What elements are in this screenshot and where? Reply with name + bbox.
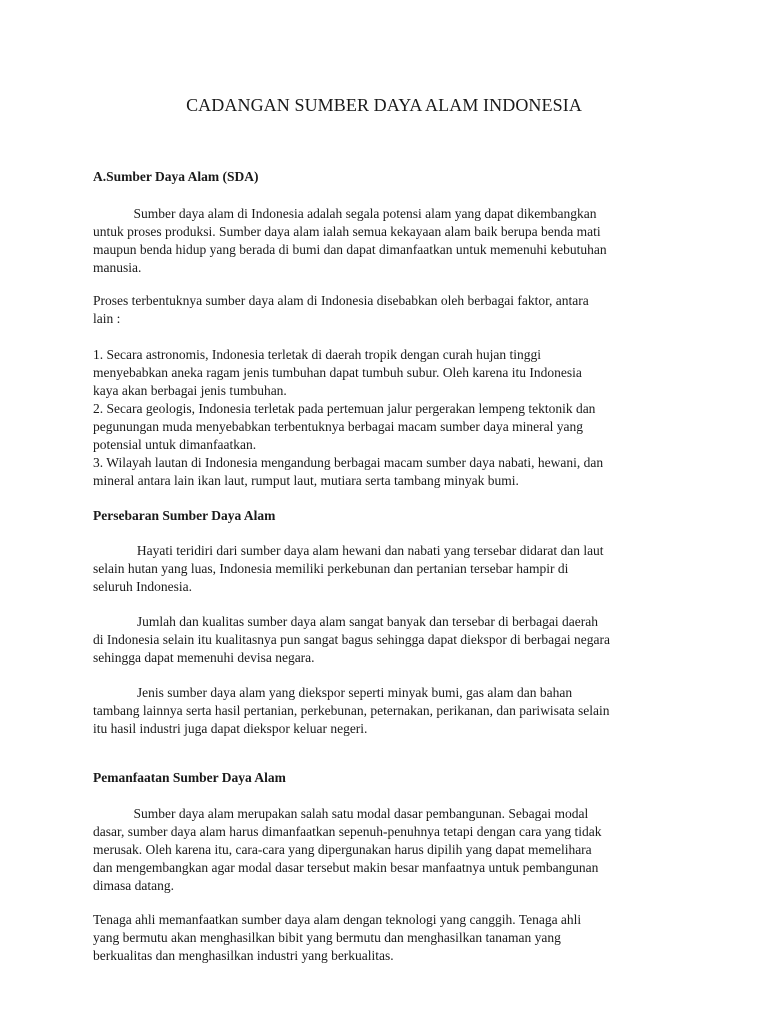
- page-title: CADANGAN SUMBER DAYA ALAM INDONESIA: [186, 95, 582, 115]
- text-line: Sumber daya alam di Indonesia adalah segala potensi alam yang dapat dikembangkan: [93, 206, 597, 221]
- text-line: Jenis sumber daya alam yang diekspor seperti minyak bumi, gas alam dan bahan: [93, 685, 573, 700]
- text-line: berkualitas dan menghasilkan industri yang berkualitas.: [93, 948, 394, 963]
- text-line: Tenaga ahli memanfaatkan sumber daya alam dengan teknologi yang canggih. Tenaga ahli: [93, 912, 582, 927]
- paragraph: [93, 911, 693, 965]
- text-line: mineral antara lain ikan laut, rumput laut, mutiara serta tambang minyak bumi.: [93, 473, 519, 488]
- paragraph: [93, 542, 693, 596]
- text-line: Sumber daya alam merupakan salah satu modal dasar pembangunan. Sebagai modal: [93, 806, 589, 821]
- text-line: di Indonesia selain itu kualitasnya pun sangat bagus sehingga dapat diekspor di berbagai negara: [93, 632, 610, 647]
- section-heading-persebaran: Persebaran Sumber Daya Alam: [93, 508, 276, 523]
- text-line: Proses terbentuknya sumber daya alam di Indonesia disebabkan oleh berbagai faktor, antara: [93, 293, 589, 308]
- text-line: selain hutan yang luas, Indonesia memiliki perkebunan dan pertanian tersebar hampir di: [93, 561, 569, 576]
- text-line: pegunungan muda menyebabkan terbentuknya berbagai macam sumber daya mineral yang: [93, 419, 583, 434]
- text-line: 3. Wilayah lautan di Indonesia mengandung berbagai macam sumber daya nabati, hewani, dan: [93, 455, 604, 470]
- paragraph: [93, 805, 693, 895]
- text-line: Hayati teridiri dari sumber daya alam hewani dan nabati yang tersebar didarat dan laut: [93, 543, 604, 558]
- paragraph: [93, 205, 693, 277]
- text-line: dan mengembangkan agar modal dasar tersebut makin besar manfaatnya untuk pembangunan: [93, 860, 599, 875]
- text-line: dasar, sumber daya alam harus dimanfaatkan sepenuh-penuhnya tetapi dengan cara yang tidak: [93, 824, 602, 839]
- text-line: seluruh Indonesia.: [93, 579, 192, 594]
- text-line: dimasa datang.: [93, 878, 174, 893]
- text-line: yang bermutu akan menghasilkan bibit yang bermutu dan menghasilkan tanaman yang: [93, 930, 561, 945]
- text-line: tambang lainnya serta hasil pertanian, perkebunan, peternakan, perikanan, dan pariwisata selain: [93, 703, 610, 718]
- text-line: lain :: [93, 311, 121, 326]
- text-line: merusak. Oleh karena itu, cara-cara yang dipergunakan harus dipilih yang dapat memelihara: [93, 842, 592, 857]
- paragraph: [93, 613, 693, 667]
- section-heading-pemanfaatan: Pemanfaatan Sumber Daya Alam: [93, 770, 286, 785]
- text-line: untuk proses produksi. Sumber daya alam ialah semua kekayaan alam baik berupa benda mati: [93, 224, 601, 239]
- text-line: manusia.: [93, 260, 142, 275]
- text-line: 2. Secara geologis, Indonesia terletak pada pertemuan jalur pergerakan lempeng tektonik dan: [93, 401, 596, 416]
- text-line: maupun benda hidup yang berada di bumi dan dapat dimanfaatkan untuk memenuhi kebutuhan: [93, 242, 607, 257]
- text-line: menyebabkan aneka ragam jenis tumbuhan dapat tumbuh subur. Oleh karena itu Indonesia: [93, 365, 582, 380]
- text-line: itu hasil industri juga dapat diekspor keluar negeri.: [93, 721, 368, 736]
- text-line: potensial untuk dimanfaatkan.: [93, 437, 257, 452]
- paragraph: [93, 684, 693, 738]
- paragraph: [93, 346, 693, 490]
- section-heading-sda: A.Sumber Daya Alam (SDA): [93, 169, 259, 184]
- paragraph: [93, 292, 693, 328]
- text-line: sehingga dapat memenuhi devisa negara.: [93, 650, 315, 665]
- text-line: 1. Secara astronomis, Indonesia terletak di daerah tropik dengan curah hujan tinggi: [93, 347, 541, 362]
- text-line: kaya akan berbagai jenis tumbuhan.: [93, 383, 287, 398]
- text-line: Jumlah dan kualitas sumber daya alam sangat banyak dan tersebar di berbagai daerah: [93, 614, 598, 629]
